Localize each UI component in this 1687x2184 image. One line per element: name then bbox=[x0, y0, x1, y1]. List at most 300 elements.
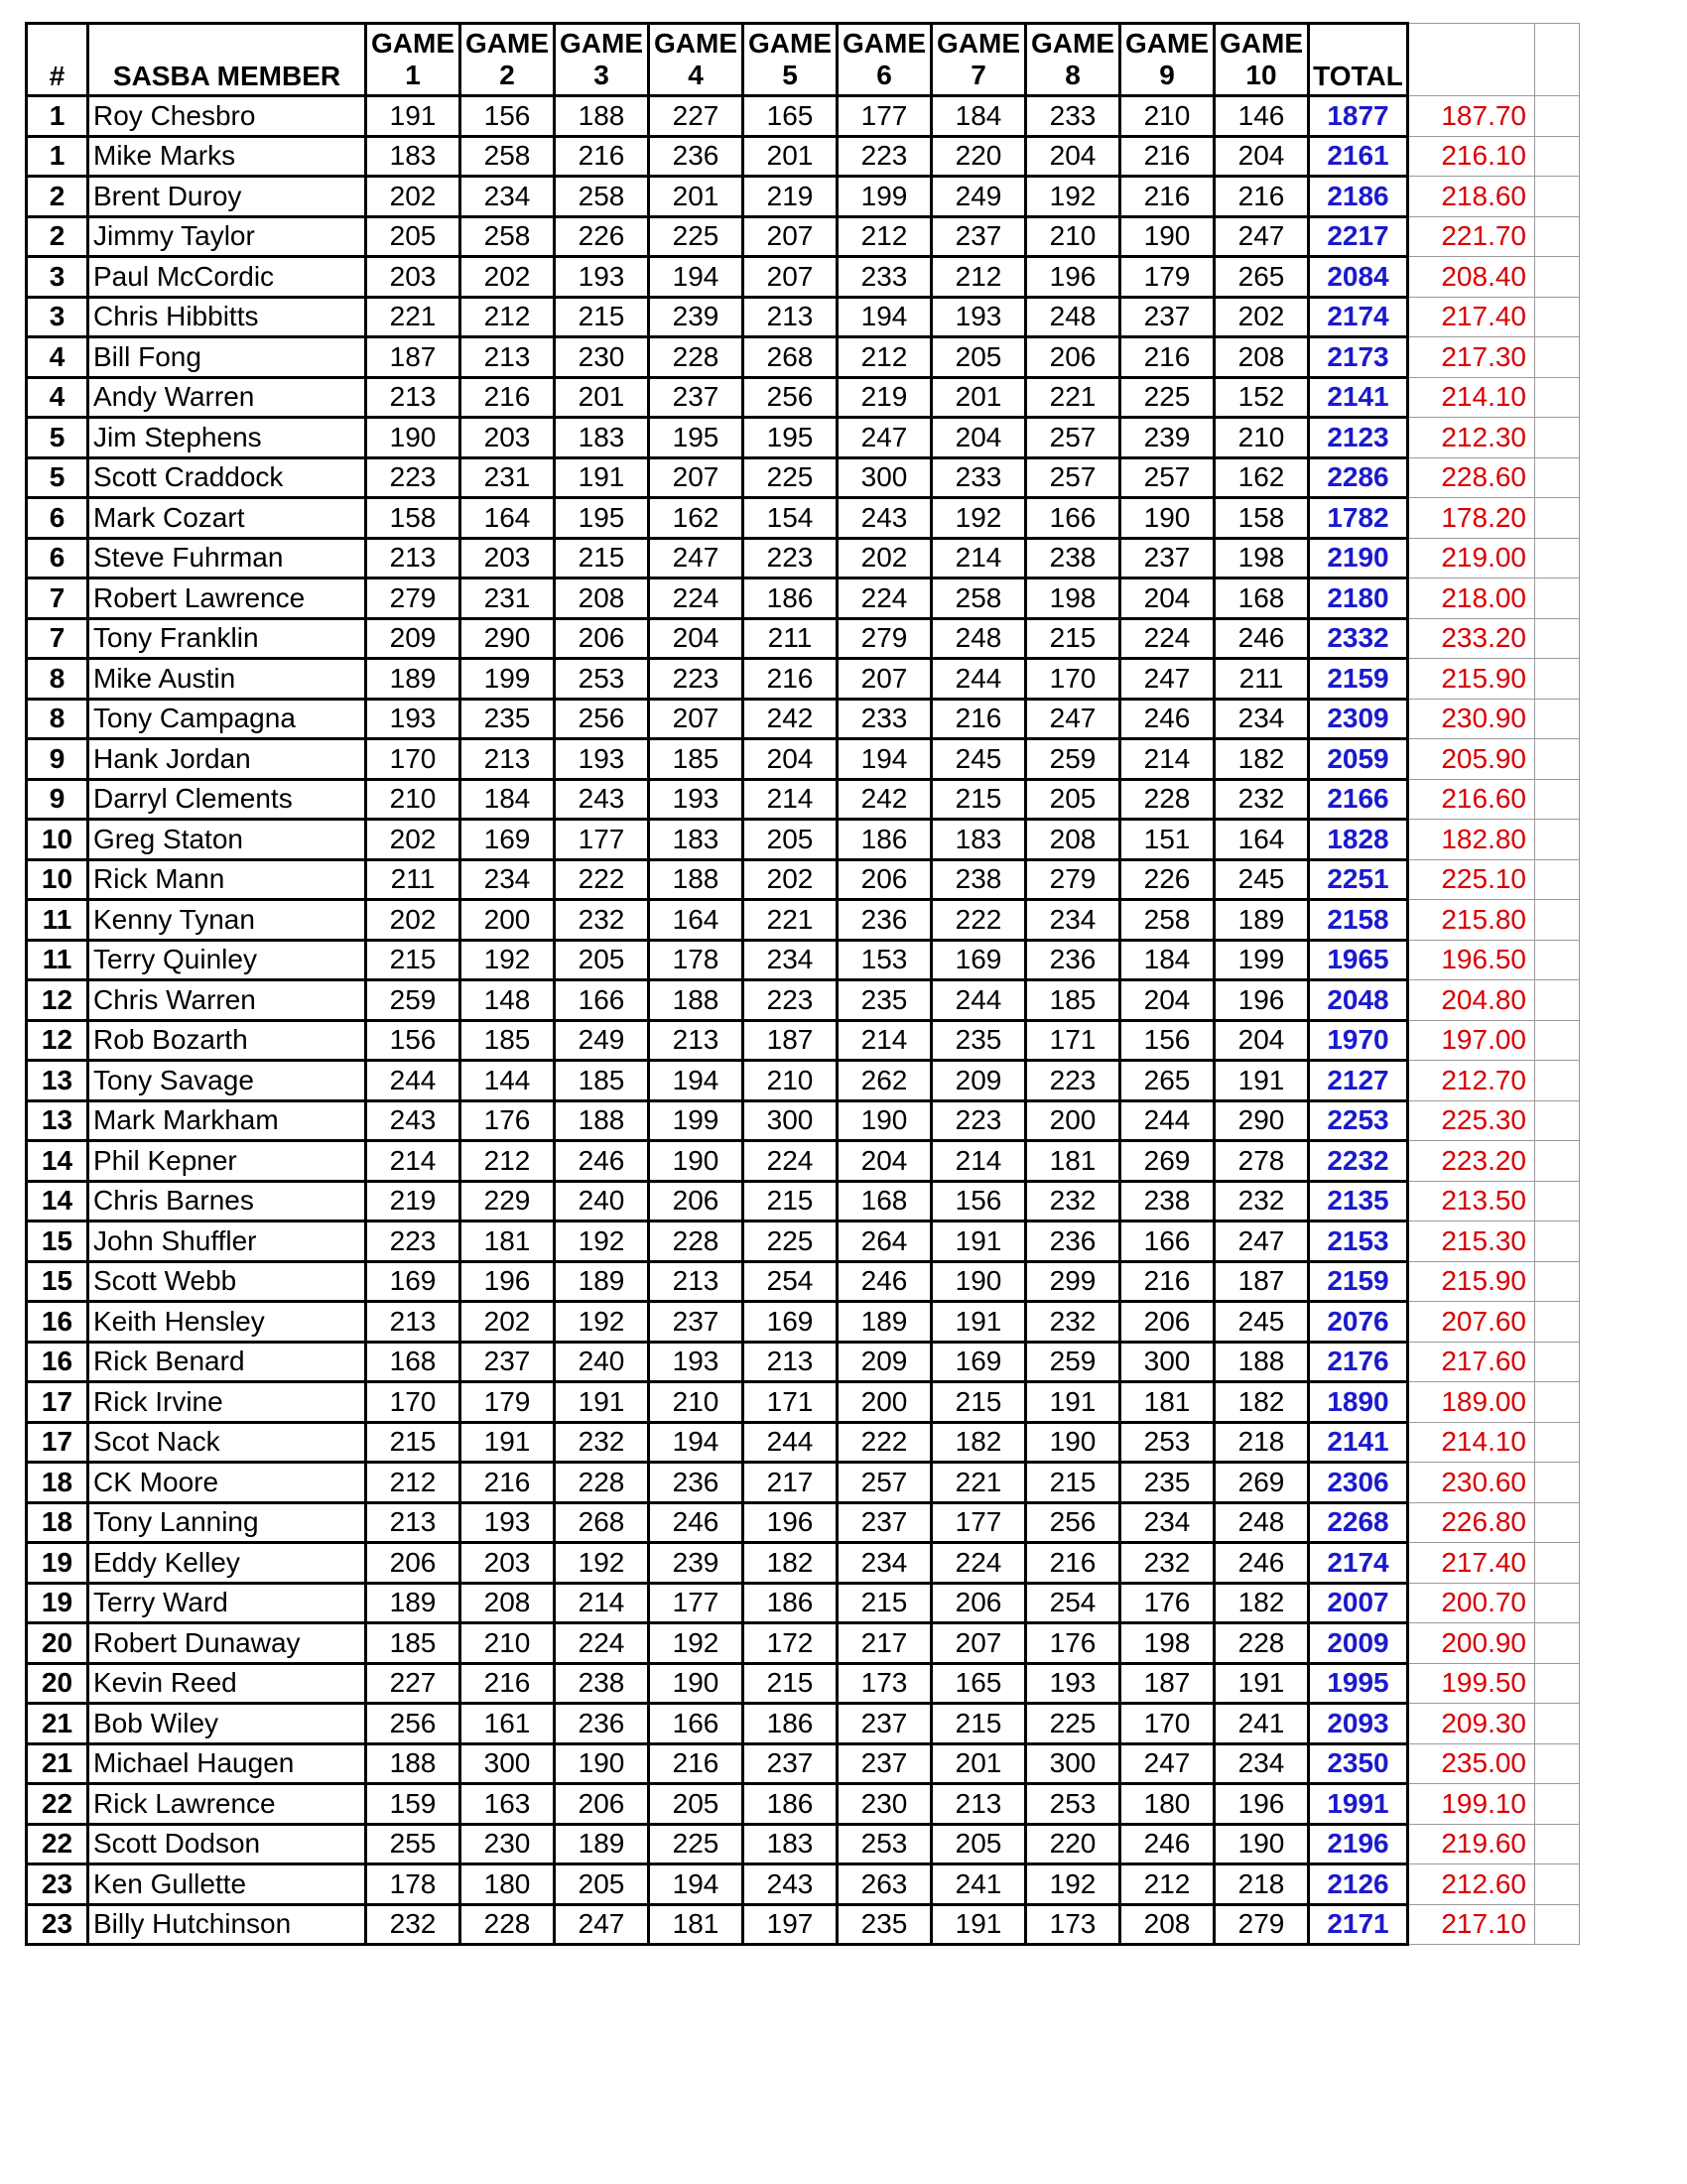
game-4-score-cell: 247 bbox=[649, 538, 743, 578]
game-2-score-cell: 216 bbox=[460, 377, 555, 418]
empty-cell bbox=[1535, 1623, 1580, 1664]
game-9-score-cell: 228 bbox=[1120, 779, 1215, 820]
average-cell: 225.30 bbox=[1408, 1100, 1535, 1141]
game-5-score-cell: 210 bbox=[743, 1061, 838, 1101]
member-name-cell: Bob Wiley bbox=[88, 1704, 366, 1744]
game-4-score-cell: 164 bbox=[649, 900, 743, 941]
average-cell: 225.10 bbox=[1408, 859, 1535, 900]
game-7-score-cell: 241 bbox=[932, 1864, 1026, 1905]
game-1-score-cell: 213 bbox=[366, 1502, 460, 1543]
game-3-score-cell: 247 bbox=[555, 1904, 649, 1945]
game-3-score-cell: 228 bbox=[555, 1463, 649, 1503]
game-7-score-cell: 206 bbox=[932, 1583, 1026, 1623]
rank-cell: 6 bbox=[27, 538, 88, 578]
total-cell: 1877 bbox=[1309, 96, 1408, 137]
game-6-score-cell: 235 bbox=[838, 1904, 932, 1945]
game-2-score-cell: 300 bbox=[460, 1743, 555, 1784]
empty-cell bbox=[1535, 418, 1580, 458]
game-1-score-cell: 279 bbox=[366, 578, 460, 619]
game-3-score-cell: 189 bbox=[555, 1824, 649, 1864]
rank-cell: 11 bbox=[27, 940, 88, 980]
game-7-score-cell: 184 bbox=[932, 96, 1026, 137]
game-10-score-cell: 218 bbox=[1215, 1864, 1309, 1905]
total-cell: 2350 bbox=[1309, 1743, 1408, 1784]
game-10-score-cell: 196 bbox=[1215, 1784, 1309, 1825]
game-2-score-cell: 234 bbox=[460, 177, 555, 217]
member-name-cell: Billy Hutchinson bbox=[88, 1904, 366, 1945]
game-3-score-cell: 185 bbox=[555, 1061, 649, 1101]
member-name-cell: Paul McCordic bbox=[88, 257, 366, 298]
average-cell: 217.40 bbox=[1408, 1543, 1535, 1584]
total-cell: 2286 bbox=[1309, 457, 1408, 498]
total-cell: 2186 bbox=[1309, 177, 1408, 217]
game-10-score-cell: 198 bbox=[1215, 538, 1309, 578]
game-9-score-cell: 238 bbox=[1120, 1181, 1215, 1221]
game-1-score-cell: 202 bbox=[366, 900, 460, 941]
member-name-cell: Jimmy Taylor bbox=[88, 216, 366, 257]
table-row bbox=[27, 216, 1580, 257]
game-2-score-cell: 213 bbox=[460, 739, 555, 780]
game-9-score-cell: 258 bbox=[1120, 900, 1215, 941]
table-row bbox=[27, 1181, 1580, 1221]
member-name-cell: Brent Duroy bbox=[88, 177, 366, 217]
table-row bbox=[27, 418, 1580, 458]
game-10-score-cell: 234 bbox=[1215, 699, 1309, 739]
game-3-score-cell: 189 bbox=[555, 1261, 649, 1302]
rank-cell: 2 bbox=[27, 177, 88, 217]
total-cell: 2123 bbox=[1309, 418, 1408, 458]
game-2-score-cell: 169 bbox=[460, 820, 555, 860]
game-8-score-cell: 232 bbox=[1026, 1302, 1120, 1343]
member-name-cell: Terry Ward bbox=[88, 1583, 366, 1623]
game-3-score-cell: 253 bbox=[555, 659, 649, 700]
game-2-score-cell: 216 bbox=[460, 1663, 555, 1704]
member-name-cell: Tony Savage bbox=[88, 1061, 366, 1101]
table-row bbox=[27, 1100, 1580, 1141]
table-row bbox=[27, 1583, 1580, 1623]
game-9-score-cell: 216 bbox=[1120, 1261, 1215, 1302]
game-8-score-cell: 223 bbox=[1026, 1061, 1120, 1101]
game-4-score-cell: 190 bbox=[649, 1141, 743, 1182]
average-cell: 217.10 bbox=[1408, 1904, 1535, 1945]
average-cell: 218.00 bbox=[1408, 578, 1535, 619]
game-1-score-cell: 232 bbox=[366, 1904, 460, 1945]
game-1-score-cell: 215 bbox=[366, 1422, 460, 1463]
game-2-score-cell: 161 bbox=[460, 1704, 555, 1744]
game-1-score-cell: 178 bbox=[366, 1864, 460, 1905]
game-4-score-cell: 177 bbox=[649, 1583, 743, 1623]
game-2-score-cell: 212 bbox=[460, 297, 555, 337]
empty-cell bbox=[1535, 1261, 1580, 1302]
total-cell: 1828 bbox=[1309, 820, 1408, 860]
game-6-score-cell: 236 bbox=[838, 900, 932, 941]
empty-cell bbox=[1535, 859, 1580, 900]
game-4-score-cell: 183 bbox=[649, 820, 743, 860]
empty-cell bbox=[1535, 297, 1580, 337]
game-4-score-cell: 227 bbox=[649, 96, 743, 137]
game-3-score-cell: 236 bbox=[555, 1704, 649, 1744]
member-name-cell: Tony Lanning bbox=[88, 1502, 366, 1543]
game-9-score-cell: 184 bbox=[1120, 940, 1215, 980]
game-9-score-cell: 226 bbox=[1120, 859, 1215, 900]
empty-cell bbox=[1535, 498, 1580, 539]
game-4-score-cell: 206 bbox=[649, 1181, 743, 1221]
game-5-score-cell: 187 bbox=[743, 1020, 838, 1061]
game-7-score-cell: 191 bbox=[932, 1302, 1026, 1343]
game-10-score-cell: 208 bbox=[1215, 337, 1309, 378]
total-cell: 2153 bbox=[1309, 1221, 1408, 1262]
game-2-score-cell: 290 bbox=[460, 618, 555, 659]
game-4-score-cell: 190 bbox=[649, 1663, 743, 1704]
game-9-score-cell: 247 bbox=[1120, 659, 1215, 700]
game-5-score-cell: 225 bbox=[743, 1221, 838, 1262]
total-cell: 2093 bbox=[1309, 1704, 1408, 1744]
empty-cell bbox=[1535, 1743, 1580, 1784]
empty-cell bbox=[1535, 1181, 1580, 1221]
game-7-score-cell: 156 bbox=[932, 1181, 1026, 1221]
average-cell: 208.40 bbox=[1408, 257, 1535, 298]
game-4-score-cell: 188 bbox=[649, 980, 743, 1021]
game-2-score-cell: 148 bbox=[460, 980, 555, 1021]
header-average bbox=[1408, 24, 1535, 96]
empty-cell bbox=[1535, 1463, 1580, 1503]
game-5-score-cell: 216 bbox=[743, 659, 838, 700]
table-row bbox=[27, 779, 1580, 820]
game-3-score-cell: 183 bbox=[555, 418, 649, 458]
member-name-cell: Terry Quinley bbox=[88, 940, 366, 980]
game-7-score-cell: 213 bbox=[932, 1784, 1026, 1825]
game-9-score-cell: 246 bbox=[1120, 699, 1215, 739]
game-3-score-cell: 206 bbox=[555, 1784, 649, 1825]
table-row bbox=[27, 659, 1580, 700]
game-8-score-cell: 206 bbox=[1026, 337, 1120, 378]
game-2-score-cell: 200 bbox=[460, 900, 555, 941]
table-row bbox=[27, 940, 1580, 980]
rank-cell: 9 bbox=[27, 739, 88, 780]
game-1-score-cell: 256 bbox=[366, 1704, 460, 1744]
game-4-score-cell: 216 bbox=[649, 1743, 743, 1784]
game-5-score-cell: 219 bbox=[743, 177, 838, 217]
average-cell: 205.90 bbox=[1408, 739, 1535, 780]
game-5-score-cell: 225 bbox=[743, 457, 838, 498]
game-9-score-cell: 187 bbox=[1120, 1663, 1215, 1704]
total-cell: 2007 bbox=[1309, 1583, 1408, 1623]
game-2-score-cell: 235 bbox=[460, 699, 555, 739]
average-cell: 213.50 bbox=[1408, 1181, 1535, 1221]
game-6-score-cell: 230 bbox=[838, 1784, 932, 1825]
game-6-score-cell: 212 bbox=[838, 216, 932, 257]
game-5-score-cell: 172 bbox=[743, 1623, 838, 1664]
game-9-score-cell: 176 bbox=[1120, 1583, 1215, 1623]
game-8-score-cell: 215 bbox=[1026, 618, 1120, 659]
game-4-score-cell: 237 bbox=[649, 377, 743, 418]
game-9-score-cell: 180 bbox=[1120, 1784, 1215, 1825]
table-row bbox=[27, 1864, 1580, 1905]
game-10-score-cell: 191 bbox=[1215, 1061, 1309, 1101]
game-1-score-cell: 189 bbox=[366, 659, 460, 700]
average-cell: 215.30 bbox=[1408, 1221, 1535, 1262]
game-8-score-cell: 170 bbox=[1026, 659, 1120, 700]
game-10-score-cell: 187 bbox=[1215, 1261, 1309, 1302]
game-6-score-cell: 206 bbox=[838, 859, 932, 900]
game-5-score-cell: 211 bbox=[743, 618, 838, 659]
game-2-score-cell: 192 bbox=[460, 940, 555, 980]
game-2-score-cell: 176 bbox=[460, 1100, 555, 1141]
game-9-score-cell: 204 bbox=[1120, 578, 1215, 619]
game-10-score-cell: 269 bbox=[1215, 1463, 1309, 1503]
game-10-score-cell: 265 bbox=[1215, 257, 1309, 298]
member-name-cell: Scott Dodson bbox=[88, 1824, 366, 1864]
game-5-score-cell: 186 bbox=[743, 1704, 838, 1744]
game-6-score-cell: 212 bbox=[838, 337, 932, 378]
total-cell: 2159 bbox=[1309, 1261, 1408, 1302]
game-9-score-cell: 234 bbox=[1120, 1502, 1215, 1543]
game-8-score-cell: 192 bbox=[1026, 1864, 1120, 1905]
table-row bbox=[27, 1020, 1580, 1061]
table-row bbox=[27, 820, 1580, 860]
game-7-score-cell: 214 bbox=[932, 1141, 1026, 1182]
game-1-score-cell: 209 bbox=[366, 618, 460, 659]
game-9-score-cell: 190 bbox=[1120, 498, 1215, 539]
game-6-score-cell: 199 bbox=[838, 177, 932, 217]
table-row bbox=[27, 1463, 1580, 1503]
game-6-score-cell: 237 bbox=[838, 1502, 932, 1543]
game-7-score-cell: 237 bbox=[932, 216, 1026, 257]
table-row bbox=[27, 538, 1580, 578]
game-6-score-cell: 233 bbox=[838, 699, 932, 739]
game-5-score-cell: 186 bbox=[743, 1583, 838, 1623]
game-8-score-cell: 210 bbox=[1026, 216, 1120, 257]
game-3-score-cell: 166 bbox=[555, 980, 649, 1021]
game-1-score-cell: 202 bbox=[366, 177, 460, 217]
header-game-3: GAME 3 bbox=[555, 24, 649, 96]
empty-cell bbox=[1535, 1864, 1580, 1905]
empty-cell bbox=[1535, 457, 1580, 498]
game-9-score-cell: 269 bbox=[1120, 1141, 1215, 1182]
member-name-cell: Jim Stephens bbox=[88, 418, 366, 458]
scores-table bbox=[25, 22, 1580, 1946]
rank-cell: 9 bbox=[27, 779, 88, 820]
member-name-cell: Mark Markham bbox=[88, 1100, 366, 1141]
game-6-score-cell: 214 bbox=[838, 1020, 932, 1061]
game-8-score-cell: 247 bbox=[1026, 699, 1120, 739]
game-4-score-cell: 239 bbox=[649, 1543, 743, 1584]
rank-cell: 12 bbox=[27, 1020, 88, 1061]
game-8-score-cell: 256 bbox=[1026, 1502, 1120, 1543]
game-5-score-cell: 197 bbox=[743, 1904, 838, 1945]
game-3-score-cell: 192 bbox=[555, 1302, 649, 1343]
header-game-9: GAME 9 bbox=[1120, 24, 1215, 96]
member-name-cell: Chris Barnes bbox=[88, 1181, 366, 1221]
game-5-score-cell: 256 bbox=[743, 377, 838, 418]
game-5-score-cell: 201 bbox=[743, 136, 838, 177]
average-cell: 215.90 bbox=[1408, 659, 1535, 700]
game-3-score-cell: 215 bbox=[555, 538, 649, 578]
game-1-score-cell: 170 bbox=[366, 1382, 460, 1423]
member-name-cell: Tony Franklin bbox=[88, 618, 366, 659]
game-5-score-cell: 224 bbox=[743, 1141, 838, 1182]
game-1-score-cell: 210 bbox=[366, 779, 460, 820]
member-name-cell: Greg Staton bbox=[88, 820, 366, 860]
game-8-score-cell: 192 bbox=[1026, 177, 1120, 217]
rank-cell: 17 bbox=[27, 1382, 88, 1423]
game-2-score-cell: 203 bbox=[460, 418, 555, 458]
game-10-score-cell: 278 bbox=[1215, 1141, 1309, 1182]
game-7-score-cell: 182 bbox=[932, 1422, 1026, 1463]
game-4-score-cell: 195 bbox=[649, 418, 743, 458]
average-cell: 223.20 bbox=[1408, 1141, 1535, 1182]
game-8-score-cell: 196 bbox=[1026, 257, 1120, 298]
game-1-score-cell: 223 bbox=[366, 457, 460, 498]
rank-cell: 16 bbox=[27, 1342, 88, 1382]
game-8-score-cell: 232 bbox=[1026, 1181, 1120, 1221]
rank-cell: 21 bbox=[27, 1704, 88, 1744]
game-5-score-cell: 237 bbox=[743, 1743, 838, 1784]
empty-cell bbox=[1535, 1784, 1580, 1825]
rank-cell: 11 bbox=[27, 900, 88, 941]
game-2-score-cell: 230 bbox=[460, 1824, 555, 1864]
empty-cell bbox=[1535, 1061, 1580, 1101]
empty-cell bbox=[1535, 216, 1580, 257]
game-4-score-cell: 193 bbox=[649, 1342, 743, 1382]
member-name-cell: Roy Chesbro bbox=[88, 96, 366, 137]
game-6-score-cell: 186 bbox=[838, 820, 932, 860]
average-cell: 196.50 bbox=[1408, 940, 1535, 980]
game-9-score-cell: 265 bbox=[1120, 1061, 1215, 1101]
game-9-score-cell: 216 bbox=[1120, 136, 1215, 177]
game-7-score-cell: 205 bbox=[932, 1824, 1026, 1864]
game-9-score-cell: 225 bbox=[1120, 377, 1215, 418]
game-4-score-cell: 225 bbox=[649, 216, 743, 257]
game-8-score-cell: 173 bbox=[1026, 1904, 1120, 1945]
game-10-score-cell: 152 bbox=[1215, 377, 1309, 418]
game-2-score-cell: 234 bbox=[460, 859, 555, 900]
total-cell: 2173 bbox=[1309, 337, 1408, 378]
game-3-score-cell: 188 bbox=[555, 1100, 649, 1141]
game-1-score-cell: 158 bbox=[366, 498, 460, 539]
empty-cell bbox=[1535, 1100, 1580, 1141]
game-9-score-cell: 216 bbox=[1120, 177, 1215, 217]
header-game-10: GAME 10 bbox=[1215, 24, 1309, 96]
game-7-score-cell: 244 bbox=[932, 980, 1026, 1021]
game-7-score-cell: 235 bbox=[932, 1020, 1026, 1061]
game-9-score-cell: 257 bbox=[1120, 457, 1215, 498]
game-7-score-cell: 169 bbox=[932, 1342, 1026, 1382]
game-8-score-cell: 238 bbox=[1026, 538, 1120, 578]
game-6-score-cell: 200 bbox=[838, 1382, 932, 1423]
game-8-score-cell: 215 bbox=[1026, 1463, 1120, 1503]
header-game-1: GAME 1 bbox=[366, 24, 460, 96]
member-name-cell: Scot Nack bbox=[88, 1422, 366, 1463]
game-9-score-cell: 198 bbox=[1120, 1623, 1215, 1664]
rank-cell: 7 bbox=[27, 618, 88, 659]
total-cell: 2180 bbox=[1309, 578, 1408, 619]
table-row bbox=[27, 257, 1580, 298]
header-game-4: GAME 4 bbox=[649, 24, 743, 96]
game-5-score-cell: 215 bbox=[743, 1663, 838, 1704]
average-cell: 216.60 bbox=[1408, 779, 1535, 820]
rank-cell: 19 bbox=[27, 1583, 88, 1623]
game-7-score-cell: 248 bbox=[932, 618, 1026, 659]
member-name-cell: Keith Hensley bbox=[88, 1302, 366, 1343]
game-1-score-cell: 156 bbox=[366, 1020, 460, 1061]
game-8-score-cell: 193 bbox=[1026, 1663, 1120, 1704]
game-10-score-cell: 232 bbox=[1215, 779, 1309, 820]
member-name-cell: Tony Campagna bbox=[88, 699, 366, 739]
game-7-score-cell: 223 bbox=[932, 1100, 1026, 1141]
game-6-score-cell: 219 bbox=[838, 377, 932, 418]
table-row bbox=[27, 1743, 1580, 1784]
game-1-score-cell: 214 bbox=[366, 1141, 460, 1182]
game-7-score-cell: 190 bbox=[932, 1261, 1026, 1302]
game-7-score-cell: 201 bbox=[932, 377, 1026, 418]
game-1-score-cell: 193 bbox=[366, 699, 460, 739]
total-cell: 2166 bbox=[1309, 779, 1408, 820]
game-6-score-cell: 262 bbox=[838, 1061, 932, 1101]
game-2-score-cell: 212 bbox=[460, 1141, 555, 1182]
member-name-cell: Andy Warren bbox=[88, 377, 366, 418]
game-5-score-cell: 234 bbox=[743, 940, 838, 980]
game-10-score-cell: 210 bbox=[1215, 418, 1309, 458]
rank-cell: 13 bbox=[27, 1100, 88, 1141]
game-5-score-cell: 171 bbox=[743, 1382, 838, 1423]
rank-cell: 18 bbox=[27, 1502, 88, 1543]
game-6-score-cell: 253 bbox=[838, 1824, 932, 1864]
game-6-score-cell: 300 bbox=[838, 457, 932, 498]
game-2-score-cell: 203 bbox=[460, 1543, 555, 1584]
member-name-cell: Mark Cozart bbox=[88, 498, 366, 539]
game-8-score-cell: 166 bbox=[1026, 498, 1120, 539]
game-9-score-cell: 179 bbox=[1120, 257, 1215, 298]
game-5-score-cell: 204 bbox=[743, 739, 838, 780]
game-1-score-cell: 168 bbox=[366, 1342, 460, 1382]
table-row bbox=[27, 1141, 1580, 1182]
average-cell: 217.60 bbox=[1408, 1342, 1535, 1382]
game-4-score-cell: 228 bbox=[649, 337, 743, 378]
table-row bbox=[27, 1784, 1580, 1825]
average-cell: 215.80 bbox=[1408, 900, 1535, 941]
rank-cell: 3 bbox=[27, 257, 88, 298]
game-1-score-cell: 255 bbox=[366, 1824, 460, 1864]
rank-cell: 19 bbox=[27, 1543, 88, 1584]
game-8-score-cell: 259 bbox=[1026, 1342, 1120, 1382]
game-2-score-cell: 202 bbox=[460, 1302, 555, 1343]
member-name-cell: Kevin Reed bbox=[88, 1663, 366, 1704]
average-cell: 197.00 bbox=[1408, 1020, 1535, 1061]
game-6-score-cell: 215 bbox=[838, 1583, 932, 1623]
empty-cell bbox=[1535, 699, 1580, 739]
rank-cell: 10 bbox=[27, 820, 88, 860]
game-6-score-cell: 247 bbox=[838, 418, 932, 458]
game-3-score-cell: 191 bbox=[555, 1382, 649, 1423]
game-4-score-cell: 204 bbox=[649, 618, 743, 659]
game-4-score-cell: 205 bbox=[649, 1784, 743, 1825]
total-cell: 2084 bbox=[1309, 257, 1408, 298]
empty-cell bbox=[1535, 177, 1580, 217]
game-6-score-cell: 209 bbox=[838, 1342, 932, 1382]
game-4-score-cell: 201 bbox=[649, 177, 743, 217]
rank-cell: 8 bbox=[27, 659, 88, 700]
game-2-score-cell: 229 bbox=[460, 1181, 555, 1221]
total-cell: 2127 bbox=[1309, 1061, 1408, 1101]
empty-cell bbox=[1535, 1704, 1580, 1744]
game-10-score-cell: 196 bbox=[1215, 980, 1309, 1021]
game-2-score-cell: 202 bbox=[460, 257, 555, 298]
game-10-score-cell: 234 bbox=[1215, 1743, 1309, 1784]
game-10-score-cell: 232 bbox=[1215, 1181, 1309, 1221]
game-5-score-cell: 169 bbox=[743, 1302, 838, 1343]
game-5-score-cell: 214 bbox=[743, 779, 838, 820]
